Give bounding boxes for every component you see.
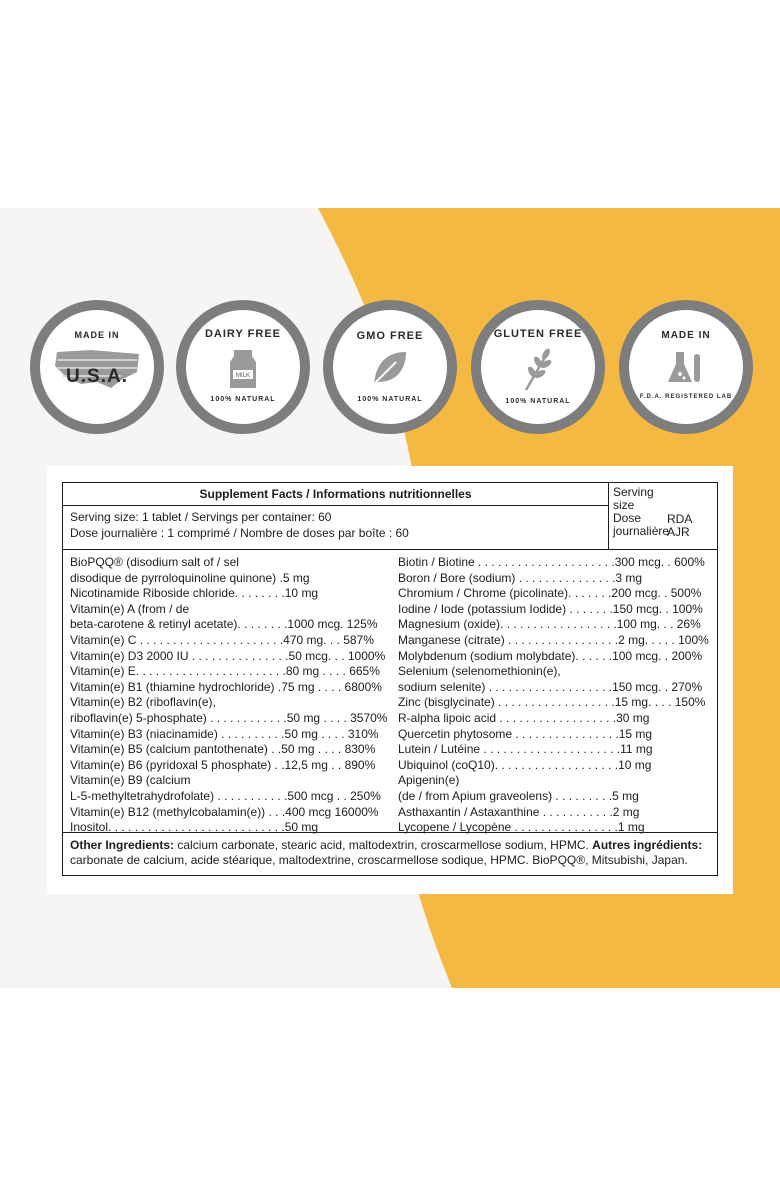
milk-label: MILK	[235, 373, 251, 379]
nutrient-row: Molybdenum (sodium molybdate). . . . . .100 mcg. . 200%	[398, 648, 703, 663]
badge-top-text: GMO FREE	[356, 330, 424, 342]
badge-bottom-text: F.D.A. REGISTERED LAB	[639, 394, 733, 400]
nutrient-row: Vitamin(e) B1 (thiamine hydrochloride) .75 mg . . . . 6800%	[70, 679, 382, 694]
nutrient-row: (de / from Apium graveolens) . . . . . . . . .5 mg	[398, 788, 639, 803]
badge-bottom-text: 100% NATURAL	[210, 396, 276, 403]
nutrient-row: Boron / Bore (sodium) . . . . . . . . . . . . . . .3 mg	[398, 570, 643, 585]
badge-top-text: GLUTEN FREE	[493, 328, 583, 340]
nutrient-row: beta-carotene & retinyl acetate). . . . . . . .1000 mcg. 125%	[70, 617, 378, 632]
nutrient-row: Nicotinamide Riboside chloride. . . . . . . .10 mg	[70, 586, 319, 601]
facts-title: Supplement Facts / Informations nutritionnelles	[63, 483, 609, 506]
nutrients-right-column	[398, 555, 716, 836]
badge-top-text: DAIRY FREE	[204, 328, 281, 340]
gluten-free-badge	[471, 300, 605, 434]
other-ingredients-text: calcium carbonate, stearic acid, maltodextrin, croscarmellose sodium, HPMC.	[174, 838, 593, 852]
badge-top-text: MADE IN	[74, 330, 120, 340]
made-in-usa-badge	[30, 300, 164, 434]
nutrient-row: Vitamin(e) B5 (calcium pantothenate) . .50 mg . . . . 830%	[70, 742, 376, 757]
nutrient-row: Vitamin(e) B2 (riboflavin(e),	[70, 695, 216, 710]
serving-line-en: Serving size: 1 tablet / Servings per container: 60	[70, 510, 332, 524]
nutrients-left-column	[70, 555, 390, 836]
nutrient-row: riboflavin(e) 5-phosphate) . . . . . . . . . . . .50 mg . . . . 3570%	[70, 710, 388, 725]
badge-bottom-text: 100% NATURAL	[505, 398, 571, 405]
nutrient-row: disodique de pyrroloquinoline quinone) .5 mg	[70, 570, 310, 585]
autres-ingredients-label: Autres ingrédients:	[592, 838, 703, 852]
nutrient-row: Inositol. . . . . . . . . . . . . . . . . . . . . . . . . . .50 mg	[70, 820, 319, 835]
nutrient-row: Selenium (selenomethionin(e),	[398, 664, 561, 679]
nutrient-row: Lutein / Lutéine . . . . . . . . . . . . . . . . . . . . .11 mg	[398, 742, 653, 757]
milk-carton-icon	[228, 348, 258, 390]
serving-line-fr: Dose journalière : 1 comprimé / Nombre de doses par boîte : 60	[70, 526, 409, 540]
serving-size-header: Serving size Dose journalière	[613, 485, 670, 538]
leaf-icon	[370, 348, 410, 388]
wheat-icon	[518, 346, 558, 392]
nutrient-row: R-alpha lipoic acid . . . . . . . . . . . . . . . . . .30 mg	[398, 710, 650, 725]
nutrient-row: Vitamin(e) B9 (calcium	[70, 773, 191, 788]
nutrient-row: Magnesium (oxide). . . . . . . . . . . . . . . . . .100 mg. . . 26%	[398, 617, 701, 632]
lab-flask-icon	[664, 348, 708, 388]
other-ingredients-label: Other Ingredients:	[70, 838, 175, 852]
nutrient-row: Chromium / Chrome (picolinate). . . . . . .200 mcg. . 500%	[398, 586, 702, 601]
nutrient-row: L-5-methyltetrahydrofolate) . . . . . . . . . . .500 mcg . . 250%	[70, 788, 381, 803]
gmo-free-badge	[323, 300, 457, 434]
nutrient-row: Lycopene / Lycopène . . . . . . . . . . . . . . . .1 mg	[398, 820, 645, 835]
nutrient-row: Vitamin(e) B6 (pyridoxal 5 phosphate) . .12,5 mg . . 890%	[70, 757, 376, 772]
supplement-facts-panel	[47, 466, 733, 894]
nutrient-row: Biotin / Biotine . . . . . . . . . . . . . . . . . . . . .300 mcg. . 600%	[398, 555, 705, 569]
rda-header: RDA AJR	[667, 512, 692, 539]
made-in-fda-lab-badge	[619, 300, 753, 434]
nutrient-row: Vitamin(e) C . . . . . . . . . . . . . . . . . . . . . .470 mg. . . 587%	[70, 632, 374, 647]
nutrient-row: Vitamin(e) E. . . . . . . . . . . . . . . . . . . . . . .80 mg . . . . 665%	[70, 664, 380, 679]
nutrient-row: Zinc (bisglycinate) . . . . . . . . . . . . . . . . . .15 mg. . . . 150%	[398, 695, 706, 710]
other-ingredients	[63, 832, 717, 875]
serving-info	[63, 506, 609, 550]
nutrient-row: BioPQQ® (disodium salt of / sel	[70, 555, 239, 569]
nutrient-row: Quercetin phytosome . . . . . . . . . . . . . . . .15 mg	[398, 726, 653, 741]
column-headers	[609, 483, 717, 550]
nutrient-row: Manganese (citrate) . . . . . . . . . . . . . . . . .2 mg. . . . . 100%	[398, 632, 709, 647]
nutrient-row: Apigenin(e)	[398, 773, 460, 788]
badge-top-text: MADE IN	[661, 330, 711, 341]
nutrient-row: Vitamin(e) B3 (niacinamide) . . . . . . . . . .50 mg . . . . 310%	[70, 726, 379, 741]
nutrient-row: sodium selenite) . . . . . . . . . . . . . . . . . . .150 mcg. . 270%	[398, 679, 703, 694]
dairy-free-badge	[176, 300, 310, 434]
nutrient-row: Asthaxantin / Astaxanthine . . . . . . . . . . .2 mg	[398, 804, 640, 819]
supplement-facts-table	[62, 482, 718, 876]
nutrient-row: Ubiquinol (coQ10). . . . . . . . . . . . . . . . . . .10 mg	[398, 757, 652, 772]
badge-main-text: U.S.A.	[66, 366, 128, 387]
nutrient-row: Vitamin(e) B12 (methylcobalamin(e)) . . .400 mcg 16000%	[70, 804, 379, 819]
nutrient-row: Iodine / Iode (potassium Iodide) . . . . . . .150 mcg. . 100%	[398, 601, 703, 616]
nutrient-row: Vitamin(e) A (from / de	[70, 601, 190, 616]
badge-bottom-text: 100% NATURAL	[357, 396, 423, 403]
nutrient-row: Vitamin(e) D3 2000 IU . . . . . . . . . . . . . . .50 mcg. . . 1000%	[70, 648, 386, 663]
autres-ingredients-text: carbonate de calcium, acide stéarique, maltodextrine, croscarmellose sodique, HPMC. BioPQQ®, Mitsubishi, Japan.	[70, 853, 688, 867]
